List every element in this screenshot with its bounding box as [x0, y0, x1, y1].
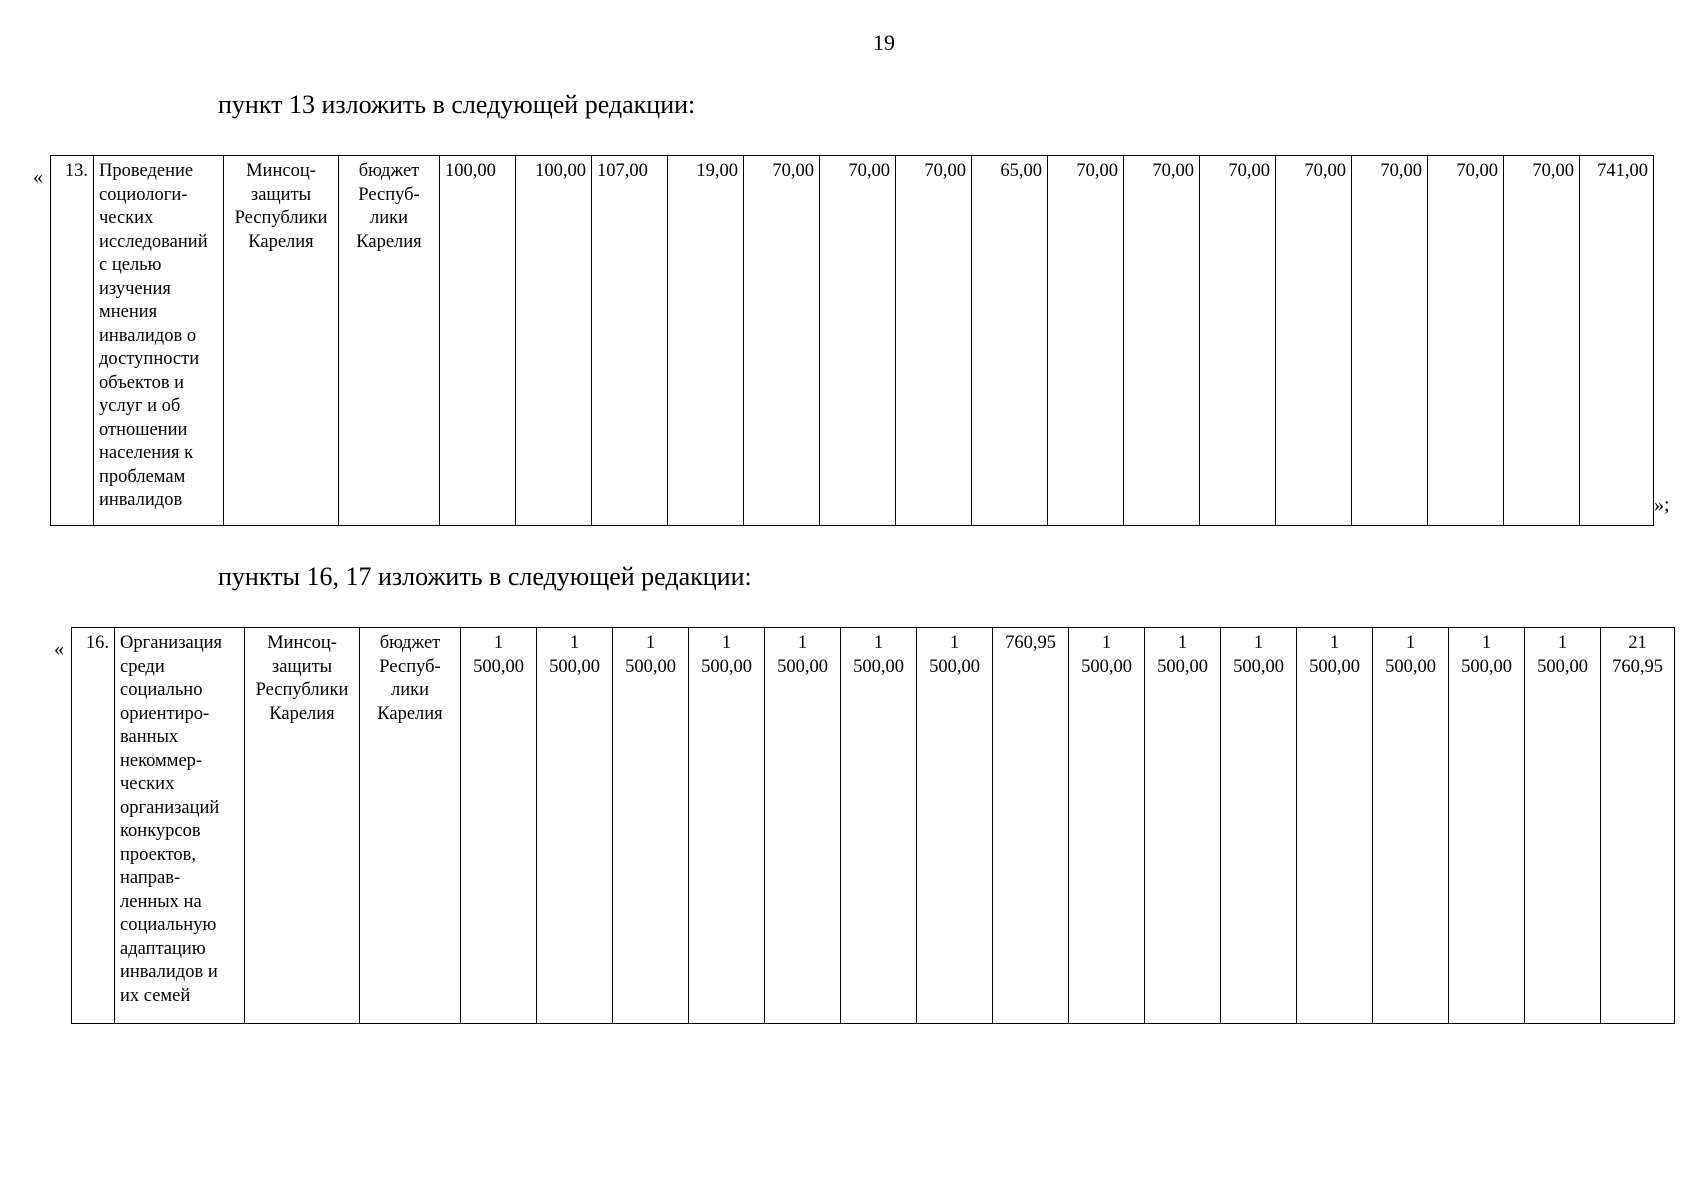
table-row: [72, 628, 1675, 1024]
section1-close-quote: »;: [1654, 494, 1670, 516]
value-cell: 70,00: [896, 156, 972, 526]
row-name: Организация среди социально ориентиро- ванных некоммер- ческих организаций конкурсов проектов, направ- ленных на социальную адаптацию инвалидов и их семей: [115, 628, 245, 1024]
row-executor: Минсоц- защиты Республики Карелия: [245, 628, 360, 1024]
value-cell: 70,00: [1048, 156, 1124, 526]
value-cell: 1 500,00: [1449, 628, 1525, 1024]
table-row: [51, 156, 1654, 526]
value-cell: 19,00: [668, 156, 744, 526]
value-cell: 107,00: [592, 156, 668, 526]
row-number: 13.: [51, 156, 94, 526]
value-cell: 70,00: [744, 156, 820, 526]
value-cell: 1 500,00: [1297, 628, 1373, 1024]
value-cell: 70,00: [1124, 156, 1200, 526]
value-cell: 70,00: [1428, 156, 1504, 526]
section1-heading: пункт 13 изложить в следующей редакции:: [218, 90, 696, 119]
section2-heading: пункты 16, 17 изложить в следующей редакции:: [218, 562, 752, 591]
row-executor: Минсоц- защиты Республики Карелия: [224, 156, 339, 526]
value-cell: 100,00: [516, 156, 592, 526]
value-cell: 1 500,00: [1525, 628, 1601, 1024]
value-cell: 70,00: [1200, 156, 1276, 526]
value-cell: 1 500,00: [1069, 628, 1145, 1024]
value-cell: 1 500,00: [917, 628, 993, 1024]
row-name: Проведение социологи- ческих исследований с целью изучения мнения инвалидов о доступности объектов и услуг и об отношении населения к проблемам инвалидов: [94, 156, 224, 526]
value-cell: 1 500,00: [613, 628, 689, 1024]
value-cell: 1 500,00: [461, 628, 537, 1024]
value-cell: 1 500,00: [1373, 628, 1449, 1024]
row-source: бюджет Респуб- лики Карелия: [339, 156, 440, 526]
value-cell: 1 500,00: [841, 628, 917, 1024]
value-cell: 760,95: [993, 628, 1069, 1024]
section1-open-quote: «: [33, 166, 43, 188]
value-cell: 1 500,00: [1221, 628, 1297, 1024]
section1-table: [50, 155, 1654, 526]
value-cell: 741,00: [1580, 156, 1654, 526]
value-cell: 1 500,00: [1145, 628, 1221, 1024]
value-cell: 100,00: [440, 156, 516, 526]
value-cell: 1 500,00: [689, 628, 765, 1024]
value-cell: 70,00: [1276, 156, 1352, 526]
row-number: 16.: [72, 628, 115, 1024]
value-cell: 65,00: [972, 156, 1048, 526]
value-cell: 21 760,95: [1601, 628, 1675, 1024]
value-cell: 70,00: [1352, 156, 1428, 526]
section2-table: [71, 627, 1675, 1024]
row-source: бюджет Респуб- лики Карелия: [360, 628, 461, 1024]
value-cell: 1 500,00: [765, 628, 841, 1024]
page-number: 19: [873, 30, 895, 55]
value-cell: 1 500,00: [537, 628, 613, 1024]
value-cell: 70,00: [1504, 156, 1580, 526]
value-cell: 70,00: [820, 156, 896, 526]
section2-open-quote: «: [54, 638, 64, 660]
